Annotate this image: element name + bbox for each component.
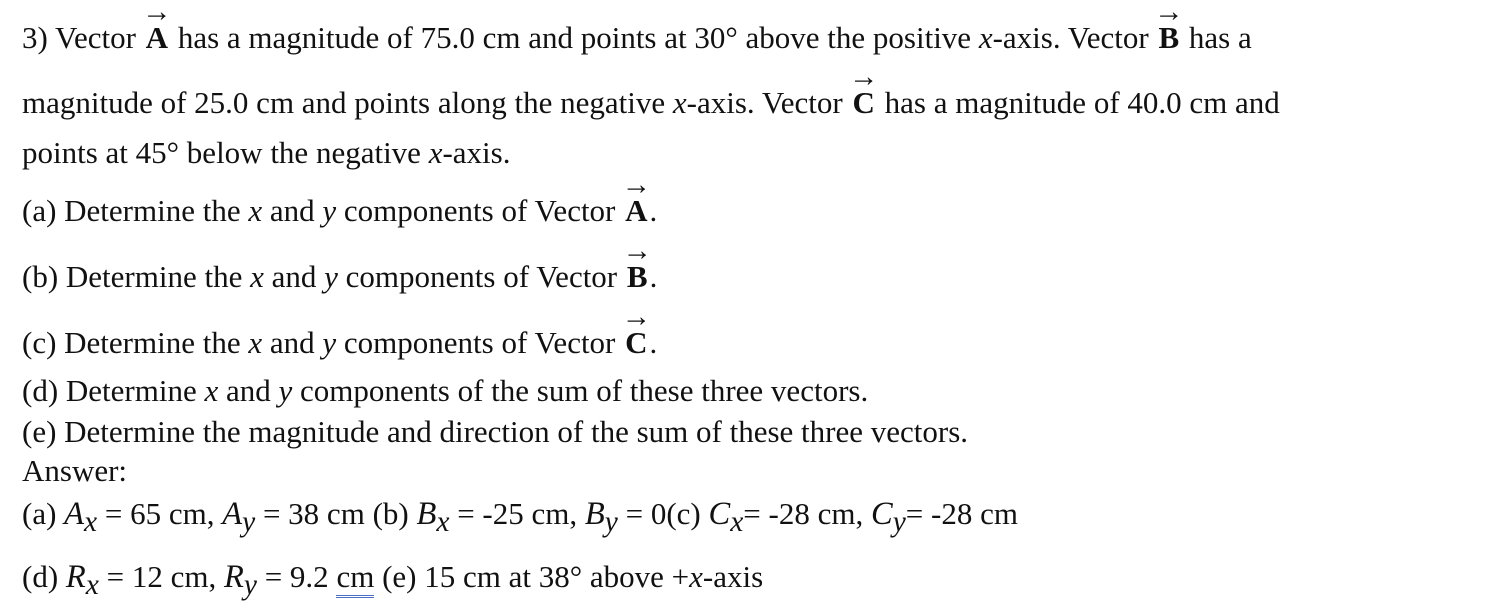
vector-a: → A bbox=[144, 22, 170, 53]
bx-subscript: x bbox=[436, 506, 450, 539]
part-text: components of Vector bbox=[336, 325, 624, 360]
part-text: components of Vector bbox=[337, 259, 625, 294]
ay-subscript: y bbox=[242, 506, 256, 539]
answer-row-2 bbox=[22, 559, 764, 602]
vector-b: → B bbox=[1156, 22, 1181, 53]
vector-arrow-icon: → bbox=[621, 300, 652, 333]
part-b bbox=[22, 234, 658, 294]
part-c bbox=[22, 300, 658, 360]
vector-c: → C bbox=[848, 60, 879, 120]
bx-value: = -25 cm, bbox=[449, 496, 585, 531]
answer-text: -axis bbox=[702, 559, 764, 594]
part-text: (c) Determine the bbox=[22, 325, 249, 360]
part-text: . bbox=[649, 193, 658, 228]
answer-part-label: (a) bbox=[22, 496, 65, 531]
vector-c: → C bbox=[621, 300, 652, 360]
problem-text: has a bbox=[1181, 20, 1252, 55]
vector-arrow-icon: → bbox=[1154, 0, 1184, 28]
problem-text: -axis. Vector bbox=[686, 85, 851, 120]
ay-symbol: A bbox=[222, 496, 243, 532]
problem-text: points at 45° below the negative bbox=[22, 135, 429, 170]
cx-subscript: x bbox=[730, 506, 744, 539]
problem-line-3 bbox=[22, 137, 510, 168]
answer-heading: Answer: bbox=[22, 453, 128, 488]
underlined-unit: cm bbox=[336, 559, 374, 598]
vector-arrow-icon: → bbox=[621, 168, 652, 201]
part-text: components of Vector bbox=[336, 193, 624, 228]
y-variable: y bbox=[324, 259, 338, 294]
problem-text: -axis. bbox=[442, 135, 511, 170]
ax-symbol: A bbox=[64, 496, 85, 532]
answer-part-label: (c) bbox=[666, 496, 709, 531]
problem-line-2 bbox=[22, 60, 1280, 120]
vector-arrow-icon: → bbox=[848, 60, 879, 93]
part-text: and bbox=[262, 325, 323, 360]
ax-subscript: x bbox=[84, 506, 98, 539]
answer-row-1 bbox=[22, 496, 1018, 539]
vector-b: → B bbox=[622, 234, 652, 294]
by-symbol: B bbox=[584, 496, 605, 532]
part-text: (e) Determine the magnitude and direction of the sum of these three vectors. bbox=[22, 414, 969, 449]
part-e bbox=[22, 416, 968, 447]
ax-value: = 65 cm, bbox=[97, 496, 223, 531]
by-value: = 0 bbox=[617, 496, 667, 531]
part-text: and bbox=[262, 193, 323, 228]
x-variable: x bbox=[672, 85, 687, 120]
ry-subscript: y bbox=[243, 569, 257, 602]
problem-line-1 bbox=[22, 0, 1252, 55]
problem-text: -axis. Vector bbox=[992, 20, 1157, 55]
ry-symbol: R bbox=[223, 559, 244, 595]
x-variable: x bbox=[689, 559, 703, 594]
vector-a: → A bbox=[621, 168, 652, 228]
x-variable: x bbox=[250, 259, 264, 294]
vector-arrow-icon: → bbox=[142, 0, 172, 28]
bx-symbol: B bbox=[416, 496, 437, 532]
problem-text: has a magnitude of 40.0 cm and bbox=[876, 85, 1280, 120]
part-a bbox=[22, 168, 658, 228]
rx-symbol: R bbox=[65, 559, 86, 595]
x-variable: x bbox=[978, 20, 993, 55]
by-subscript: y bbox=[604, 506, 618, 539]
cy-symbol: C bbox=[870, 496, 893, 532]
part-text: and bbox=[263, 259, 325, 294]
part-d bbox=[22, 375, 868, 406]
cx-value: = -28 cm, bbox=[743, 496, 871, 531]
y-variable: y bbox=[322, 325, 337, 360]
rx-value: = 12 cm, bbox=[98, 559, 224, 594]
answer-part-label: (e) 15 cm at 38° above + bbox=[374, 559, 690, 594]
x-variable: x bbox=[204, 373, 219, 408]
ay-value: = 38 cm bbox=[255, 496, 373, 531]
x-variable: x bbox=[248, 325, 263, 360]
part-text: . bbox=[649, 325, 658, 360]
answer-part-label: (b) bbox=[372, 496, 417, 531]
x-variable: x bbox=[248, 193, 263, 228]
part-text: and bbox=[218, 373, 279, 408]
problem-text: has a magnitude of 75.0 cm and points at 30° above the positive bbox=[170, 20, 979, 55]
x-variable: x bbox=[428, 135, 443, 170]
part-text: (d) Determine bbox=[22, 373, 205, 408]
problem-text: magnitude of 25.0 cm and points along the negative bbox=[22, 85, 673, 120]
rx-subscript: x bbox=[85, 569, 99, 602]
part-text: . bbox=[649, 259, 658, 294]
cy-value: = -28 cm bbox=[905, 496, 1018, 531]
part-text: (b) Determine the bbox=[22, 259, 251, 294]
part-text: components of the sum of these three vectors. bbox=[292, 373, 869, 408]
y-variable: y bbox=[278, 373, 293, 408]
answer-part-label: (d) bbox=[22, 559, 66, 594]
cx-symbol: C bbox=[708, 496, 731, 532]
part-text: (a) Determine the bbox=[22, 193, 249, 228]
answer-label bbox=[22, 455, 127, 486]
problem-lead: 3) Vector bbox=[22, 20, 144, 55]
cy-subscript: y bbox=[892, 506, 906, 539]
vector-arrow-icon: → bbox=[622, 234, 652, 267]
ry-value: = 9.2 bbox=[256, 559, 337, 594]
y-variable: y bbox=[322, 193, 337, 228]
